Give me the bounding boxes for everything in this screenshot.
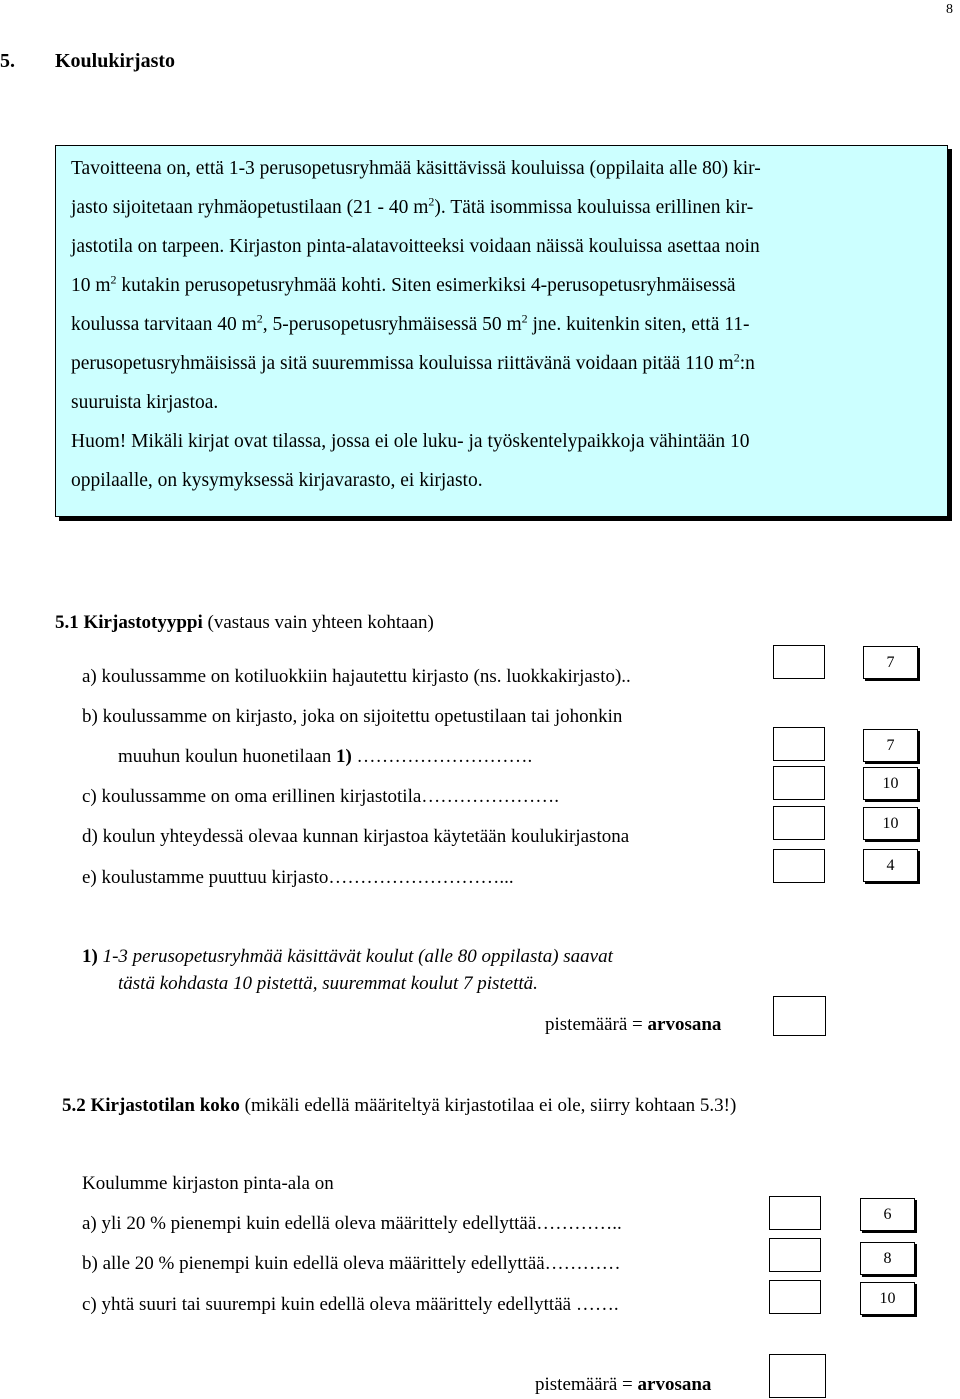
section-number: 5. <box>0 50 15 72</box>
q51-option-b-line1: b) koulussamme on kirjasto, joka on sijoitettu opetustilaan tai johonkin <box>82 706 623 727</box>
q51-checkbox-b[interactable] <box>773 727 825 761</box>
page-number: 8 <box>946 2 953 17</box>
q51-option-b-line2: muuhun koulun huonetilaan 1) ………………………. <box>118 746 533 767</box>
q51-checkbox-d[interactable] <box>773 806 825 840</box>
info-line-1: Tavoitteena on, että 1-3 perusopetusryhmää käsittävissä kouluissa (oppilaita alle 80) kir- <box>71 158 761 179</box>
info-box <box>55 145 948 517</box>
q52-option-a: a) yli 20 % pienempi kuin edellä oleva määrittely edellyttää………….. <box>82 1213 622 1234</box>
q51-points-b: 7 <box>863 729 918 762</box>
info-line-4: 10 $m^2$ kutakin perusopetusryhmää kohti. Siten esimerkiksi 4-perusopetusryhmäisessä <box>71 272 736 296</box>
q51-option-c: c) koulussamme on oma erillinen kirjastotila…………………. <box>82 786 560 807</box>
q52-points-c: 10 <box>860 1282 915 1315</box>
q51-option-a: a) koulussamme on kotiluokkiin hajautettu kirjasto (ns. luokkakirjasto).. <box>82 666 631 687</box>
q51-score-box[interactable] <box>773 996 826 1036</box>
q51-footnote-line2: tästä kohdasta 10 pistettä, suuremmat koulut 7 pistettä. <box>118 973 538 994</box>
q51-checkbox-e[interactable] <box>773 849 825 883</box>
q52-option-c: c) yhtä suuri tai suurempi kuin edellä oleva määrittely edellyttää ……. <box>82 1294 619 1315</box>
info-line-8: Huom! Mikäli kirjat ovat tilassa, jossa ei ole luku- ja työskentelypaikkoja vähintään 10 <box>71 431 750 452</box>
q52-score-label: pistemäärä = arvosana <box>535 1374 712 1395</box>
info-line-3: jastotila on tarpeen. Kirjaston pinta-alatavoitteeksi voidaan näissä kouluissa asettaa noin <box>71 236 760 257</box>
q51-footnote-line1: 1) 1-3 perusopetusryhmää käsittävät koulut (alle 80 oppilasta) saavat <box>82 946 613 967</box>
q51-option-d: d) koulun yhteydessä olevaa kunnan kirjastoa käytetään koulukirjastona <box>82 826 630 847</box>
q52-checkbox-c[interactable] <box>769 1280 821 1314</box>
info-line-5: koulussa tarvitaan 40 $m^2$, 5-perusopetusryhmäisessä 50 $m^2$ jne. kuitenkin siten, että 11- <box>71 311 750 335</box>
q52-intro: Koulumme kirjaston pinta-ala on <box>82 1173 334 1194</box>
q51-points-e: 4 <box>863 849 918 882</box>
section-title: Koulukirjasto <box>55 50 176 72</box>
info-line-7: suuruista kirjastoa. <box>71 392 219 413</box>
q51-heading: 5.1 Kirjastotyyppi (vastaus vain yhteen kohtaan) <box>55 612 434 633</box>
q52-heading: 5.2 Kirjastotilan koko (mikäli edellä määriteltyä kirjastotilaa ei ole, siirry kohtaan 5.3!) <box>62 1095 737 1116</box>
q52-points-b: 8 <box>860 1242 915 1275</box>
q51-points-a: 7 <box>863 646 918 679</box>
q51-points-d: 10 <box>863 807 918 840</box>
q51-checkbox-a[interactable] <box>773 645 825 679</box>
q51-option-e: e) koulustamme puuttuu kirjasto………………………... <box>82 867 514 888</box>
info-line-9: oppilaalle, on kysymyksessä kirjavarasto, ei kirjasto. <box>71 470 483 491</box>
q52-option-b: b) alle 20 % pienempi kuin edellä oleva määrittely edellyttää………… <box>82 1253 621 1274</box>
q51-checkbox-c[interactable] <box>773 766 825 800</box>
q52-checkbox-b[interactable] <box>769 1238 821 1272</box>
q52-checkbox-a[interactable] <box>769 1196 821 1230</box>
q51-score-label: pistemäärä = arvosana <box>545 1014 722 1035</box>
q51-points-c: 10 <box>863 767 918 800</box>
q52-points-a: 6 <box>860 1198 915 1231</box>
info-line-2: jasto sijoitetaan ryhmäopetustilaan (21 - 40 $m^2$). Tätä isommissa kouluissa erillinen kir- <box>71 194 754 218</box>
q52-score-box[interactable] <box>769 1354 826 1398</box>
info-line-6: perusopetusryhmäisissä ja sitä suuremmissa kouluissa riittävänä voidaan pitää 110 $m^2:n$ <box>71 350 755 374</box>
